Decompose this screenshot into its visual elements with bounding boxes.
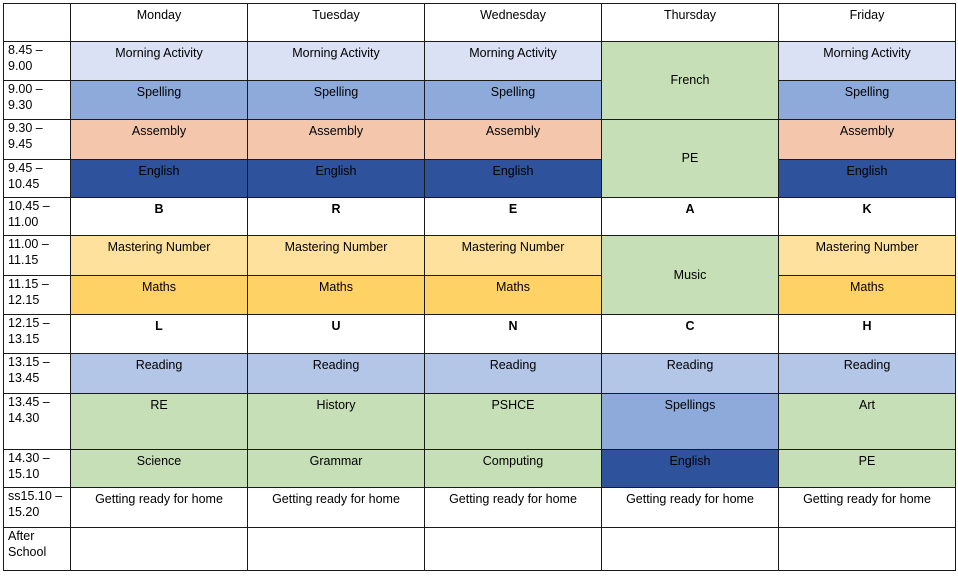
lesson-cell: Assembly: [779, 120, 956, 160]
lesson-cell: Assembly: [248, 120, 425, 160]
lesson-cell: [779, 528, 956, 571]
time-cell: 9.30 – 9.45: [4, 120, 71, 160]
lesson-cell: Assembly: [425, 120, 602, 160]
table-row: [4, 198, 956, 236]
table-row: [4, 315, 956, 354]
table-row: [4, 488, 956, 528]
lesson-cell: Art: [779, 394, 956, 450]
lesson-cell: Music: [602, 236, 779, 315]
lesson-cell: RE: [71, 394, 248, 450]
time-cell: 11.00 – 11.15: [4, 236, 71, 276]
time-cell: 13.15 – 13.45: [4, 354, 71, 394]
time-cell: 13.45 – 14.30: [4, 394, 71, 450]
lesson-cell: Morning Activity: [248, 42, 425, 81]
time-cell: 9.45 – 10.45: [4, 160, 71, 198]
day-header: Friday: [779, 4, 956, 42]
lesson-cell: Mastering Number: [779, 236, 956, 276]
table-row: [4, 450, 956, 488]
lesson-cell: Getting ready for home: [425, 488, 602, 528]
lesson-cell: English: [602, 450, 779, 488]
break-letter: K: [779, 198, 956, 236]
lesson-cell: Getting ready for home: [779, 488, 956, 528]
lesson-cell: English: [71, 160, 248, 198]
lesson-cell: English: [425, 160, 602, 198]
table-row: [4, 528, 956, 571]
time-cell: 10.45 – 11.00: [4, 198, 71, 236]
lesson-cell: Morning Activity: [71, 42, 248, 81]
day-header: Wednesday: [425, 4, 602, 42]
lesson-cell: Reading: [602, 354, 779, 394]
table-row: [4, 42, 956, 81]
lunch-letter: N: [425, 315, 602, 354]
lesson-cell: Grammar: [248, 450, 425, 488]
day-header: Tuesday: [248, 4, 425, 42]
time-cell: 8.45 – 9.00: [4, 42, 71, 81]
lesson-cell: Spelling: [779, 81, 956, 120]
lesson-cell: [425, 528, 602, 571]
time-cell: 14.30 – 15.10: [4, 450, 71, 488]
lesson-cell: [602, 528, 779, 571]
lesson-cell: History: [248, 394, 425, 450]
table-row: [4, 81, 956, 120]
lunch-letter: L: [71, 315, 248, 354]
lesson-cell: Getting ready for home: [602, 488, 779, 528]
table-row: [4, 236, 956, 276]
lesson-cell: Morning Activity: [779, 42, 956, 81]
break-letter: A: [602, 198, 779, 236]
lesson-cell: Morning Activity: [425, 42, 602, 81]
lesson-cell: Spelling: [248, 81, 425, 120]
time-cell: 12.15 – 13.15: [4, 315, 71, 354]
header-row: [4, 4, 956, 42]
lesson-cell: [71, 528, 248, 571]
lesson-cell: [248, 528, 425, 571]
lesson-cell: Maths: [248, 276, 425, 315]
lesson-cell: PSHCE: [425, 394, 602, 450]
lesson-cell: English: [248, 160, 425, 198]
table-row: [4, 394, 956, 450]
time-cell: ss15.10 – 15.20: [4, 488, 71, 528]
lesson-cell: Reading: [71, 354, 248, 394]
day-header: Thursday: [602, 4, 779, 42]
lesson-cell: Computing: [425, 450, 602, 488]
lesson-cell: Spelling: [71, 81, 248, 120]
lesson-cell: Mastering Number: [71, 236, 248, 276]
table-row: [4, 354, 956, 394]
lesson-cell: PE: [779, 450, 956, 488]
lesson-cell: French: [602, 42, 779, 120]
table-row: [4, 120, 956, 160]
time-cell: 9.00 – 9.30: [4, 81, 71, 120]
lesson-cell: Mastering Number: [425, 236, 602, 276]
lesson-cell: Reading: [248, 354, 425, 394]
lesson-cell: Maths: [779, 276, 956, 315]
lesson-cell: Spelling: [425, 81, 602, 120]
lunch-letter: U: [248, 315, 425, 354]
break-letter: E: [425, 198, 602, 236]
table-row: [4, 160, 956, 198]
lesson-cell: Spellings: [602, 394, 779, 450]
lesson-cell: Getting ready for home: [71, 488, 248, 528]
lesson-cell: English: [779, 160, 956, 198]
lesson-cell: Assembly: [71, 120, 248, 160]
lesson-cell: Maths: [425, 276, 602, 315]
time-cell: After School: [4, 528, 71, 571]
table-row: [4, 276, 956, 315]
lesson-cell: PE: [602, 120, 779, 198]
lunch-letter: C: [602, 315, 779, 354]
lunch-letter: H: [779, 315, 956, 354]
lesson-cell: Getting ready for home: [248, 488, 425, 528]
lesson-cell: Reading: [779, 354, 956, 394]
corner-cell: [4, 4, 71, 42]
time-cell: 11.15 – 12.15: [4, 276, 71, 315]
lesson-cell: Mastering Number: [248, 236, 425, 276]
timetable: [3, 3, 956, 571]
break-letter: R: [248, 198, 425, 236]
day-header: Monday: [71, 4, 248, 42]
lesson-cell: Reading: [425, 354, 602, 394]
break-letter: B: [71, 198, 248, 236]
lesson-cell: Science: [71, 450, 248, 488]
lesson-cell: Maths: [71, 276, 248, 315]
